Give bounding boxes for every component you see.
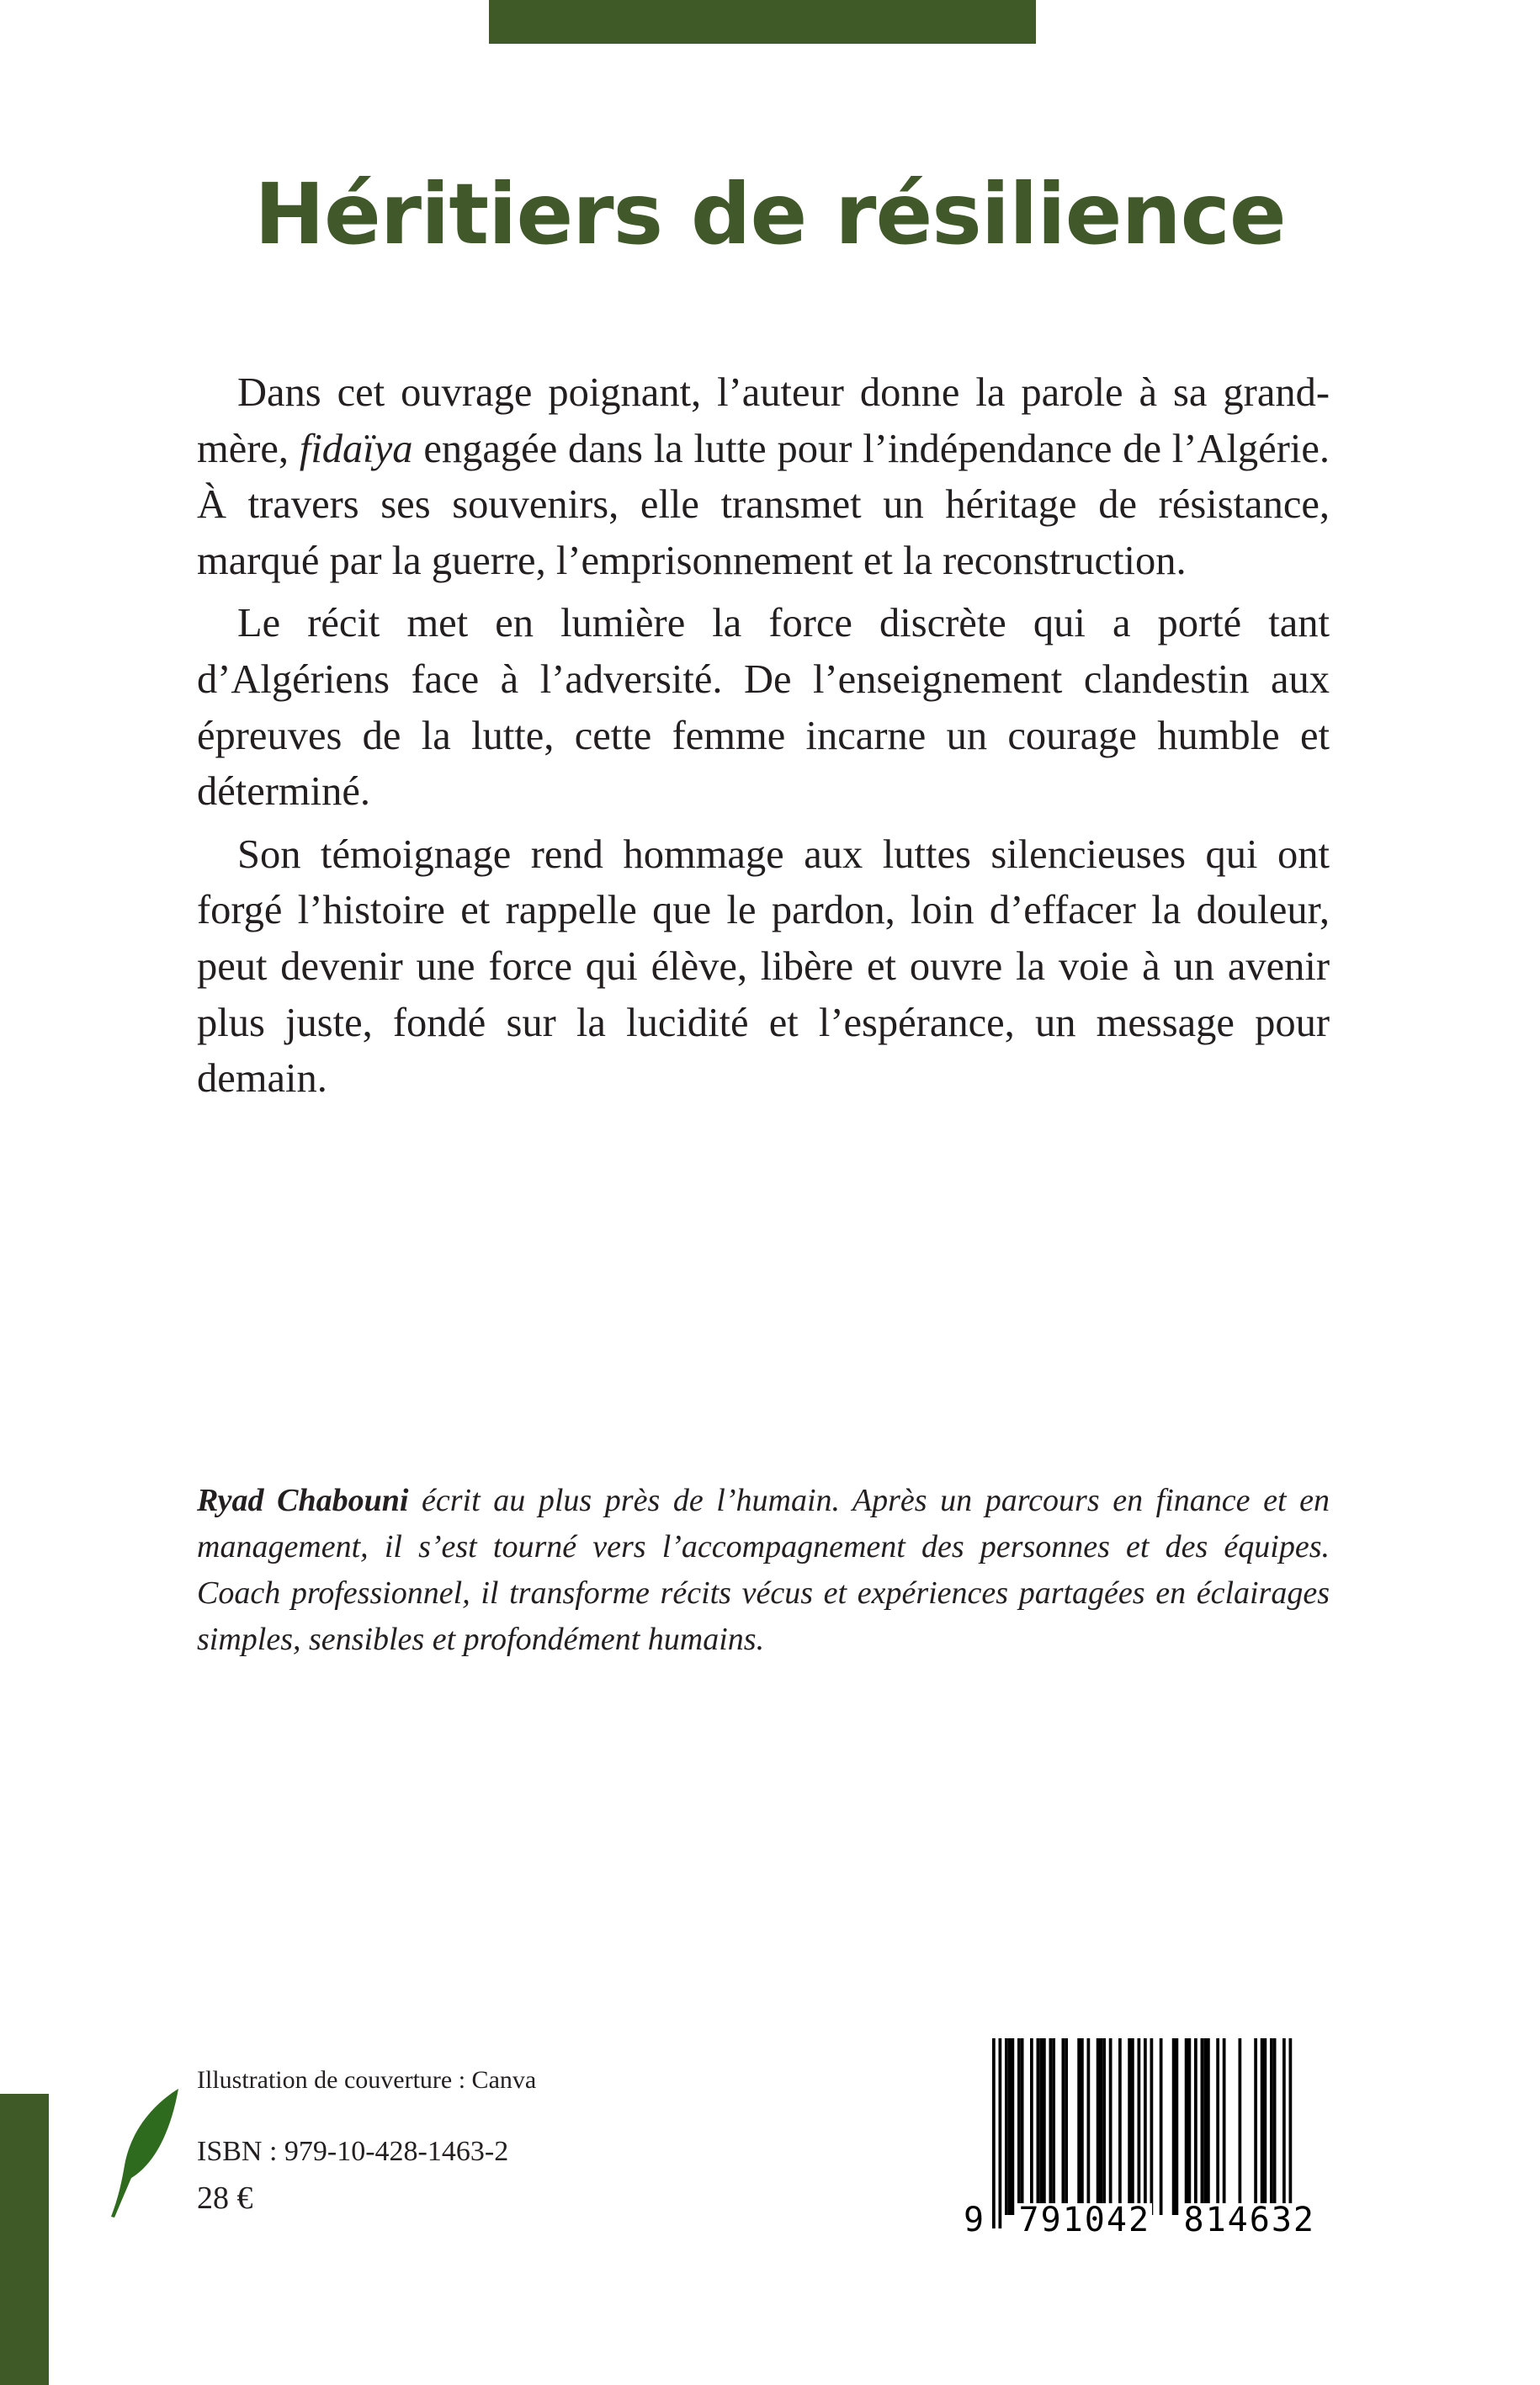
isbn: ISBN : 979-10-428-1463-2 <box>197 2136 509 2167</box>
author-bio-text: écrit au plus près de l’humain. Après un parcours en finance et en management, il s’est tourné vers l’accompagnement des personnes et des équipes. Coach professionnel, il transforme récits vécus et expériences partagées en éclairages simples, sensibles et profondément humains. <box>197 1483 1330 1657</box>
barcode-digit-group-3: 814632 <box>1183 2201 1315 2239</box>
author-bio <box>197 1478 1330 1663</box>
barcode-digit-group-2: 791042 <box>1018 2201 1151 2239</box>
left-accent-bar <box>0 2094 49 2385</box>
blurb-paragraph-1: Dans cet ouvrage poignant, l’auteur donne la parole à sa grand-mère, fidaïya engagée dans la lutte pour l’indépendance de l’Algérie. À travers ses souvenirs, elle transmet un héritage de résistance, marqué par la guerre, l’emprisonnement et la reconstruction. <box>197 370 1330 583</box>
price: 28 € <box>197 2180 253 2216</box>
barcode-digit-group-1: 9 <box>964 2201 986 2239</box>
illustration-credit: Illustration de couverture : Canva <box>197 2066 537 2094</box>
blurb-paragraph-2: Le récit met en lumière la force discrète qui a porté tant d’Algériens face à l’adversité. De l’enseignement clandestin aux épreuves de la lutte, cette femme incarne un courage humble et déterminé. <box>197 601 1330 815</box>
feather-icon <box>106 2085 182 2220</box>
barcode-number <box>962 2188 1317 2237</box>
italic-term: fidaïya <box>299 426 413 471</box>
top-accent-bar <box>489 0 1036 44</box>
author-name: Ryad Chabouni <box>197 1483 409 1518</box>
blurb-paragraph-3: Son témoignage rend hommage aux luttes silencieuses qui ont forgé l’histoire et rappelle que le pardon, loin d’effacer la douleur, peut devenir une force qui élève, libère et ouvre la voie à un avenir plus juste, fondé sur la lucidité et l’espérance, un message pour demain. <box>197 831 1330 1102</box>
book-title: Héritiers de résilience <box>254 165 1286 263</box>
back-cover-blurb <box>197 365 1330 1114</box>
